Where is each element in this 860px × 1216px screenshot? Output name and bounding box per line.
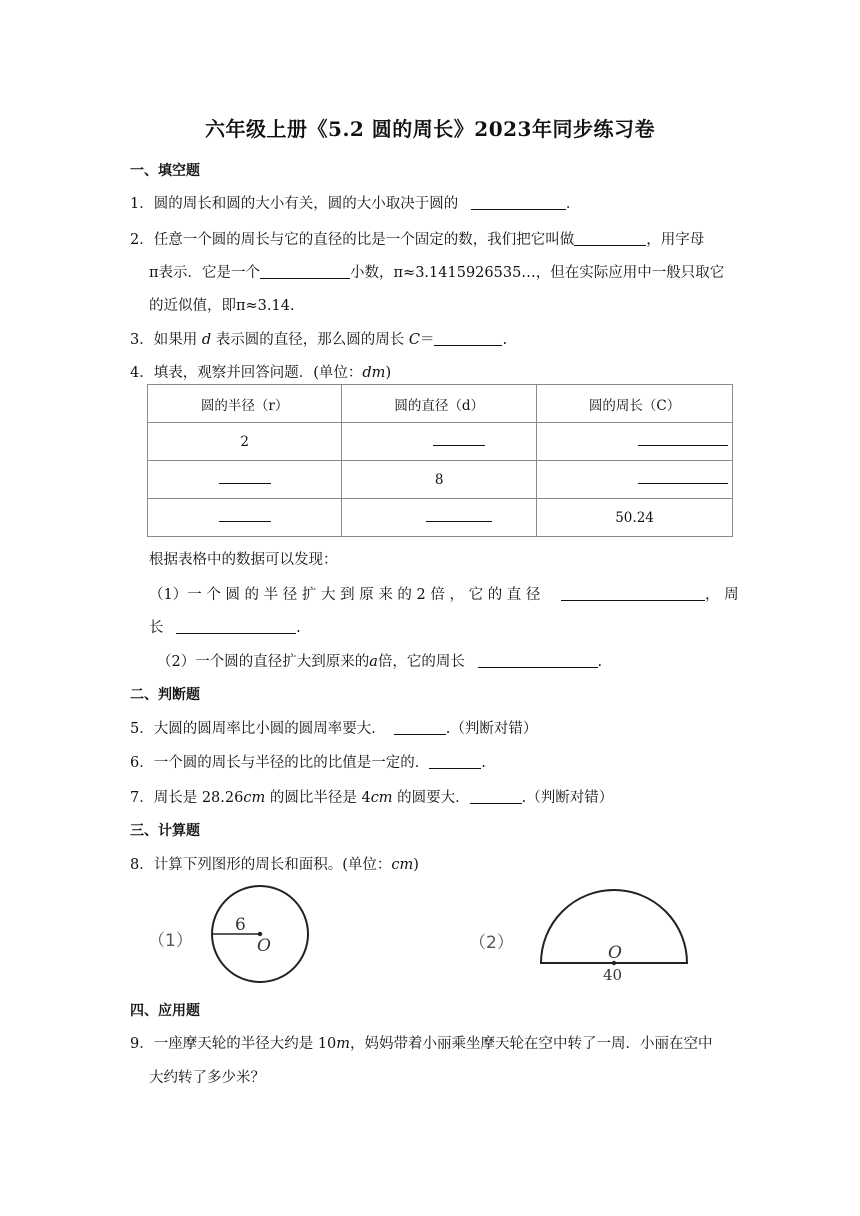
answer-blank[interactable]: [561, 586, 705, 601]
question-9-line-2: 大约转了多少米？: [149, 1070, 265, 1086]
question-2-line-1: 2．任意一个圆的周长与它的直径的比是一个固定的数，我们把它叫做 ，用字母: [130, 232, 705, 248]
figure-2-label: （2）: [469, 933, 514, 953]
header-diameter: 圆的直径（d）: [342, 385, 537, 423]
question-2-line-2: π表示．它是一个 小数，π≈3.1415926535…，但在实际应用中一般只取它: [149, 265, 725, 281]
finding-2: （2）一个圆的直径扩大到原来的a倍，它的周长 .: [157, 654, 603, 670]
section-calculation: 三、计算题: [130, 823, 200, 839]
answer-blank[interactable]: [470, 789, 522, 804]
question-9-line-1: 9．一座摩天轮的半径大约是 10m，妈妈带着小丽乘坐摩天轮在空中转了一周．小丽在空中: [130, 1036, 713, 1052]
question-3: 3．如果用 d 表示圆的直径，那么圆的周长 C＝ .: [130, 332, 508, 348]
question-5: 5．大圆的圆周率比小圆的圆周率要大． .（判断对错）: [130, 721, 538, 737]
question-2-line-3: 的近似值，即π≈3.14.: [149, 298, 295, 314]
figure-1-circle: [205, 882, 315, 987]
answer-blank[interactable]: [394, 720, 446, 735]
answer-blank[interactable]: [260, 264, 350, 279]
table-cell-blank[interactable]: [342, 423, 537, 461]
table-findings-intro: 根据表格中的数据可以发现：: [149, 552, 338, 568]
finding-1-line-2: 长 .: [149, 620, 301, 636]
table-cell-blank[interactable]: [342, 499, 537, 537]
finding-1-line-1: （1）一 个 圆 的 半 径 扩 大 到 原 来 的 2 倍 ， 它 的 直 径 ， 周: [149, 587, 739, 603]
table-cell: 2: [148, 423, 342, 461]
question-4: 4．填表，观察并回答问题．(单位：dm): [130, 365, 392, 381]
header-circumference: 圆的周长（C）: [537, 385, 733, 423]
table-cell-blank[interactable]: [148, 461, 342, 499]
page-title: 六年级上册《5.2 圆的周长》2023年同步练习卷: [205, 117, 655, 141]
answer-blank[interactable]: [434, 331, 502, 346]
table-header-row: [148, 385, 733, 423]
table-cell-blank[interactable]: [148, 499, 342, 537]
table-row: [148, 423, 733, 461]
answer-blank[interactable]: [574, 231, 646, 246]
table-cell-blank[interactable]: [537, 423, 733, 461]
question-7: 7．周长是 28.26cm 的圆比半径是 4cm 的圆要大． .（判断对错）: [130, 790, 614, 806]
answer-blank[interactable]: [429, 754, 481, 769]
center-label: O: [257, 936, 271, 956]
table-cell: 50.24: [537, 499, 733, 537]
radius-label: 6: [235, 915, 246, 935]
section-true-false: 二、判断题: [130, 687, 200, 703]
answer-blank[interactable]: [176, 619, 296, 634]
center-label: O: [608, 943, 622, 963]
question-6: 6．一个圆的周长与半径的比的比值是一定的． .: [130, 755, 486, 771]
figure-1-label: （1）: [148, 931, 193, 951]
circle-data-table: [147, 384, 733, 537]
table-cell-blank[interactable]: [537, 461, 733, 499]
section-application: 四、应用题: [130, 1003, 200, 1019]
answer-blank[interactable]: [471, 195, 566, 210]
table-cell: 8: [342, 461, 537, 499]
table-row: [148, 499, 733, 537]
section-fill-in: 一、填空题: [130, 163, 200, 179]
question-1: 1．圆的周长和圆的大小有关，圆的大小取决于圆的 ．: [130, 196, 581, 212]
diameter-label: 40: [603, 966, 623, 984]
question-8: 8．计算下列图形的周长和面积。(单位：cm): [130, 857, 419, 873]
answer-blank[interactable]: [478, 653, 598, 668]
figure-2-semicircle: [533, 884, 695, 984]
table-row: [148, 461, 733, 499]
header-radius: 圆的半径（r）: [148, 385, 342, 423]
